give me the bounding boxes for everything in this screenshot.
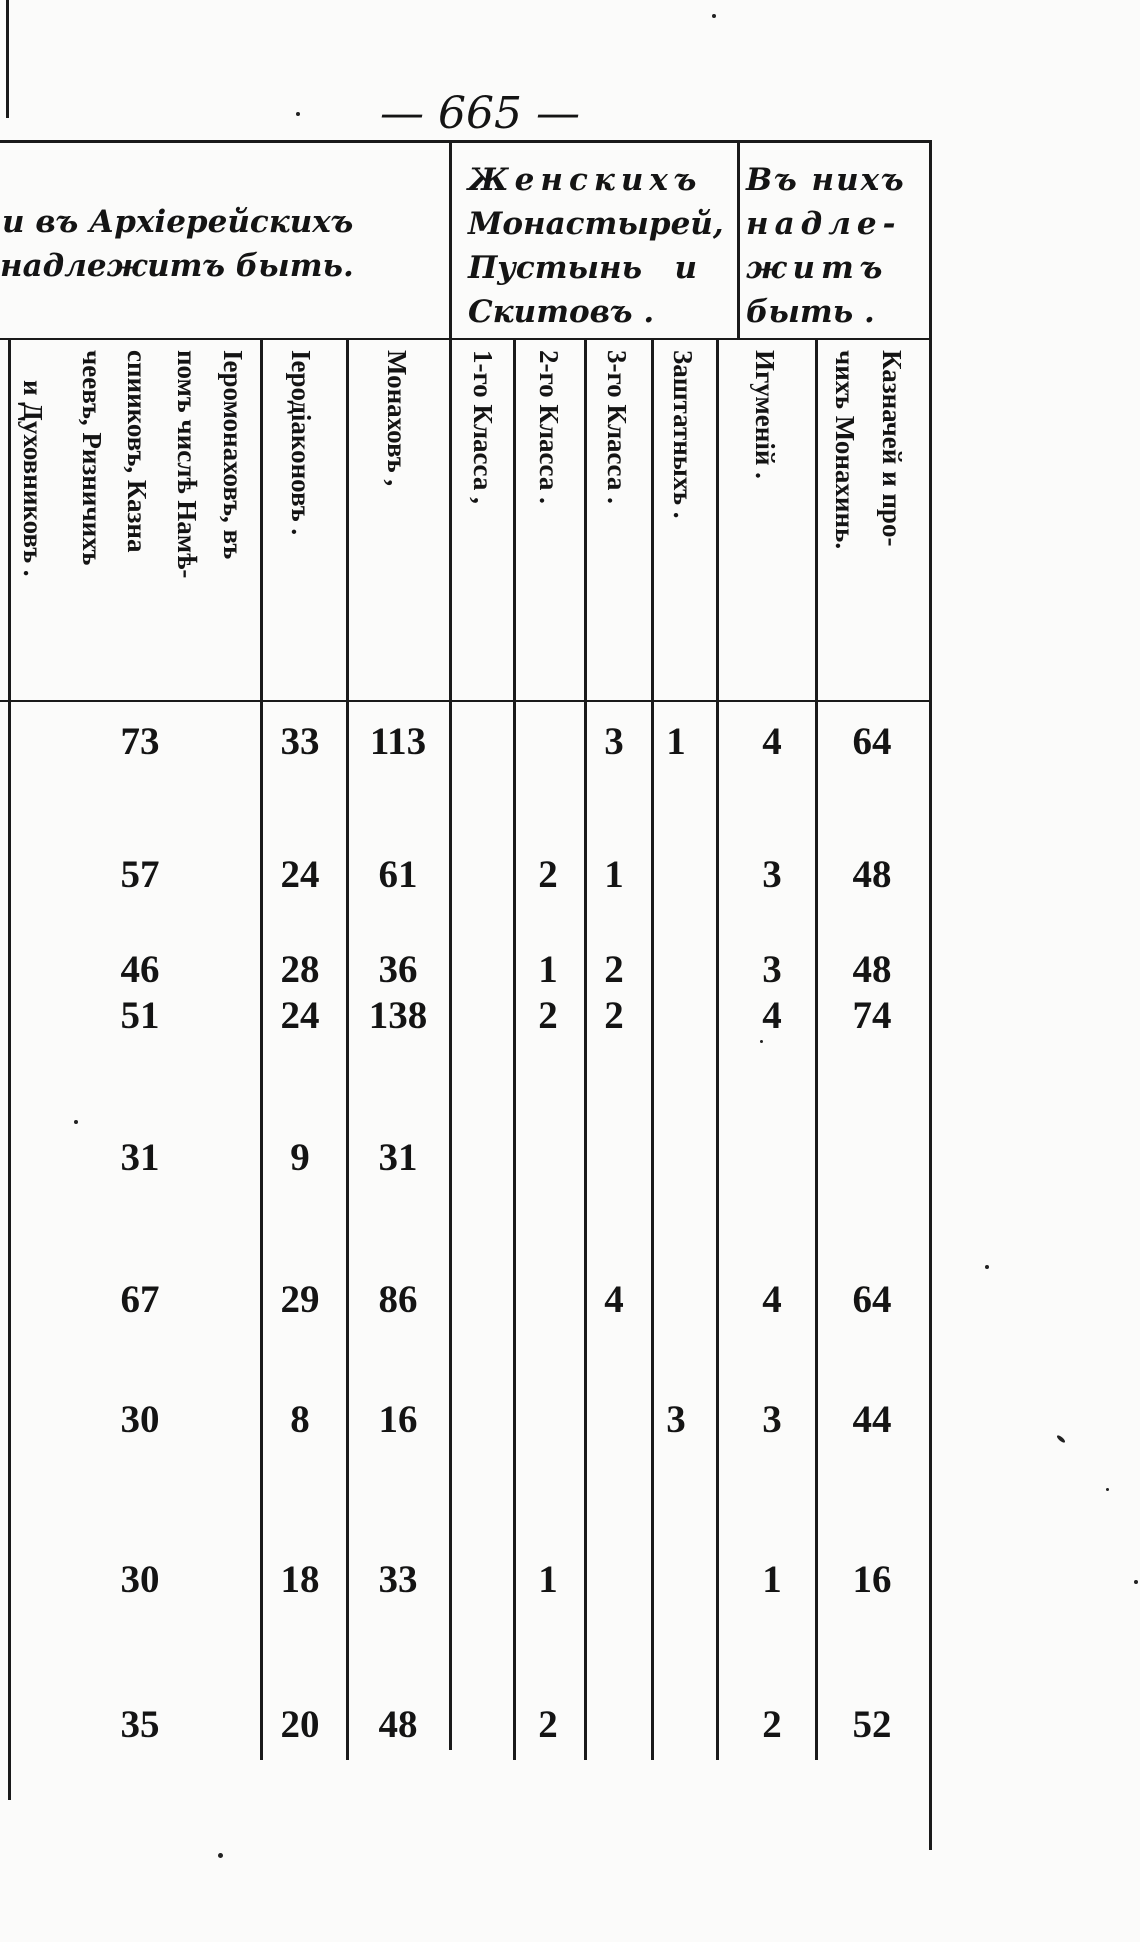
column-header: 1-го Класса , xyxy=(468,350,498,504)
col-divider-c xyxy=(346,340,349,1760)
print-speck xyxy=(1106,1488,1109,1491)
table-cell-kl2: 2 xyxy=(538,853,558,896)
print-speck xyxy=(760,1040,763,1043)
table-cell-igumeniy: 3 xyxy=(762,853,782,896)
table-cell-ieromonakhov: 35 xyxy=(120,1703,160,1746)
table-cell-igumeniy: 2 xyxy=(762,1703,782,1746)
table-cell-kl3: 4 xyxy=(604,1278,624,1321)
group-divider-2 xyxy=(737,140,740,340)
table-cell-igumeniy: 4 xyxy=(762,994,782,1037)
column-header: Іеродіаконовъ . xyxy=(286,350,316,536)
table-cell-ieromonakhov: 51 xyxy=(120,994,160,1037)
print-speck xyxy=(296,112,300,116)
table-cell-kaznachey: 16 xyxy=(852,1558,892,1601)
table-cell-igumeniy: 4 xyxy=(762,720,782,763)
table-cell-ierodiakonov: 20 xyxy=(280,1703,320,1746)
print-speck xyxy=(74,1120,78,1124)
table-cell-monakhov: 33 xyxy=(378,1558,418,1601)
header-line: Пустынь и xyxy=(468,250,698,286)
table-cell-kaznachey: 74 xyxy=(852,994,892,1037)
table-cell-monakhov: 48 xyxy=(378,1703,418,1746)
table-cell-ieromonakhov: 73 xyxy=(120,720,160,763)
table-cell-kl3: 2 xyxy=(604,994,624,1037)
column-header: спииковъ, Казна xyxy=(122,350,152,553)
col-divider-b xyxy=(260,340,263,1760)
table-cell-ieromonakhov: 30 xyxy=(120,1398,160,1441)
print-speck xyxy=(712,14,716,18)
table-cell-ieromonakhov: 67 xyxy=(120,1278,160,1321)
table-cell-kl2: 1 xyxy=(538,948,558,991)
table-cell-ieromonakhov: 46 xyxy=(120,948,160,991)
col-divider-h xyxy=(815,340,818,1760)
header-line: надлежитъ быть. xyxy=(0,248,354,284)
table-cell-zashtat: 1 xyxy=(666,720,686,763)
table-cell-ierodiakonov: 29 xyxy=(280,1278,320,1321)
table-cell-ierodiakonov: 8 xyxy=(290,1398,310,1441)
body-rule xyxy=(0,700,932,702)
table-cell-ieromonakhov: 31 xyxy=(120,1136,160,1179)
header-line: Женскихъ xyxy=(468,162,703,198)
table-cell-ierodiakonov: 24 xyxy=(280,994,320,1037)
column-header: 2-го Класса . xyxy=(534,350,564,504)
column-header: и Духовниковъ . xyxy=(18,380,48,577)
col-divider-g xyxy=(716,340,719,1760)
column-header: 3-го Класса . xyxy=(602,350,632,504)
print-speck xyxy=(218,1853,223,1858)
table-cell-monakhov: 36 xyxy=(378,948,418,991)
table-cell-ieromonakhov: 57 xyxy=(120,853,160,896)
column-header: чихъ Монахинь. xyxy=(830,350,860,550)
table-cell-igumeniy: 3 xyxy=(762,948,782,991)
subheader-rule-middle xyxy=(452,338,737,340)
header-line: Монастырей, xyxy=(468,206,724,242)
table-cell-kaznachey: 64 xyxy=(852,720,892,763)
table-cell-kaznachey: 44 xyxy=(852,1398,892,1441)
column-header: Заштатныхъ . xyxy=(668,350,698,519)
column-header: Іеромонаховъ, въ xyxy=(218,350,248,560)
subheader-rule-right xyxy=(740,338,929,340)
header-line: надле- xyxy=(746,206,902,242)
col-divider-f xyxy=(651,340,654,1760)
table-cell-ieromonakhov: 30 xyxy=(120,1558,160,1601)
header-group-zhenskikh xyxy=(468,158,736,334)
table-cell-kl2: 1 xyxy=(538,1558,558,1601)
table-cell-zashtat: 3 xyxy=(666,1398,686,1441)
header-line: и въ Архіерейскихъ xyxy=(2,204,354,240)
column-header: Игуменій . xyxy=(750,350,780,479)
col-divider-d xyxy=(513,340,516,1760)
table-cell-igumeniy: 4 xyxy=(762,1278,782,1321)
header-line: житъ xyxy=(746,250,889,286)
column-header: Казначей и про- xyxy=(877,350,907,547)
header-line: Скитовъ . xyxy=(468,294,655,330)
column-header: чеевъ, Ризничихъ xyxy=(77,350,107,566)
table-cell-kl3: 3 xyxy=(604,720,624,763)
column-header: помъ числѣ Намѣ- xyxy=(172,350,202,579)
table-cell-ierodiakonov: 24 xyxy=(280,853,320,896)
table-cell-kaznachey: 48 xyxy=(852,853,892,896)
left-margin-rule xyxy=(6,0,9,118)
page-number: — 665 — xyxy=(380,88,580,139)
table-cell-ierodiakonov: 28 xyxy=(280,948,320,991)
table-cell-monakhov: 31 xyxy=(378,1136,418,1179)
table-cell-ierodiakonov: 9 xyxy=(290,1136,310,1179)
header-line: быть . xyxy=(746,294,875,330)
col-divider-a xyxy=(8,340,11,1800)
table-cell-kaznachey: 64 xyxy=(852,1278,892,1321)
table-cell-monakhov: 138 xyxy=(368,994,428,1037)
top-rule xyxy=(0,140,932,143)
table-cell-igumeniy: 3 xyxy=(762,1398,782,1441)
print-speck xyxy=(1056,1434,1066,1443)
table-cell-kl2: 2 xyxy=(538,994,558,1037)
group-divider-1 xyxy=(449,140,452,1750)
table-cell-monakhov: 16 xyxy=(378,1398,418,1441)
column-header: Монаховъ , xyxy=(382,350,412,487)
table-cell-ierodiakonov: 18 xyxy=(280,1558,320,1601)
right-table-border xyxy=(929,140,932,1850)
subheader-rule-left xyxy=(0,338,449,340)
table-cell-kaznachey: 52 xyxy=(852,1703,892,1746)
table-cell-monakhov: 113 xyxy=(369,720,427,763)
table-cell-kl3: 2 xyxy=(604,948,624,991)
table-cell-igumeniy: 1 xyxy=(762,1558,782,1601)
table-cell-kaznachey: 48 xyxy=(852,948,892,991)
table-cell-kl3: 1 xyxy=(604,853,624,896)
table-cell-ierodiakonov: 33 xyxy=(280,720,320,763)
print-speck xyxy=(985,1265,989,1269)
col-divider-e xyxy=(584,340,587,1760)
print-speck xyxy=(1134,1580,1138,1584)
header-line: Въ нихъ xyxy=(746,162,906,198)
header-group-archiereiskikh xyxy=(0,200,440,288)
table-cell-monakhov: 61 xyxy=(378,853,418,896)
header-group-vnikh xyxy=(746,158,926,334)
table-cell-monakhov: 86 xyxy=(378,1278,418,1321)
table-cell-kl2: 2 xyxy=(538,1703,558,1746)
